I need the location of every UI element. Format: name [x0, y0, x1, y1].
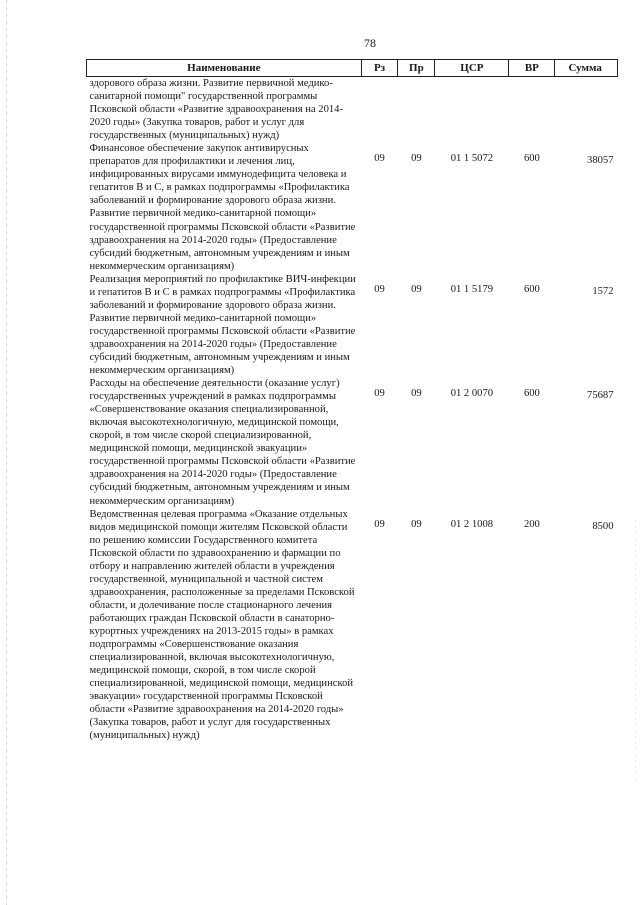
page-number: 78: [364, 36, 376, 50]
header-rz: Рз: [361, 60, 398, 77]
row-sum: 1572: [592, 285, 614, 297]
row-csr: 01 2 0070: [450, 388, 494, 400]
row-rz: 09: [374, 518, 385, 530]
scan-edge-artifact: [6, 0, 7, 905]
table-body: [87, 77, 618, 743]
row-vr: 600: [523, 388, 540, 400]
table-row: [87, 77, 618, 143]
row-pr: [398, 77, 435, 143]
row-rz: 09: [374, 153, 385, 165]
table-row: [87, 142, 618, 272]
row-sum: 38057: [587, 155, 614, 167]
row-rz: 09: [374, 388, 385, 400]
row-rz: [361, 77, 398, 143]
scan-edge-artifact-right: [635, 520, 636, 780]
row-pr: 09: [411, 518, 422, 530]
row-rz: 09: [374, 283, 385, 295]
row-name: Реализация мероприятий по профилактике ВИЧ-инфекции и гепатитов В и С в рамках подпрограммы «Профилактика заболеваний и формирование здорового образа жизни. Развитие первичной медико-санитарной помощи» государственной программы Псковской области «Развитие здравоохранения на 2014-2020 годы» (Предоставление субсидий бюджетным, автономным учреждениям и иным некоммерческим организациям): [89, 273, 356, 377]
row-pr: 09: [411, 388, 422, 400]
row-vr: 600: [523, 283, 540, 295]
row-csr: 01 2 1008: [450, 518, 494, 530]
row-name: Расходы на обеспечение деятельности (оказание услуг) государственных учреждений в рамках подпрограммы «Совершенствование оказания специализированной, включая высокотехнологичную, медицинской помощи, скорой, в том числе скорой специализированной, медицинской помощи, медицинской эвакуации» государственной программы Псковской области «Развитие здравоохранения на 2014-2020 годы» (Предоставление субсидий бюджетным, автономным учреждениям и иным некоммерческим организациям): [89, 378, 356, 507]
table-row: [87, 377, 618, 507]
row-name: Финансовое обеспечение закупок антивирусных препаратов для профилактики и лечения лиц, инфицированных вирусами иммунодефицита человека и гепатитов В и С, в рамках подпрограммы «Профилактика заболеваний и формирование здорового образа жизни. Развитие первичной медико-санитарной помощи» государственной программы Псковской области «Развитие здравоохранения на 2014-2020 годы» (Предоставление субсидий бюджетным, автономным учреждениям и иным некоммерческим организациям): [89, 143, 356, 272]
header-row: [87, 60, 618, 77]
row-sum: 8500: [592, 520, 614, 532]
header-pr: Пр: [398, 60, 435, 77]
row-pr: 09: [411, 153, 422, 165]
row-csr: 01 1 5072: [450, 153, 494, 165]
row-pr: 09: [411, 283, 422, 295]
row-name: Ведомственная целевая программа «Оказание отдельных видов медицинской помощи жителям Псковской области по решению комиссии Государственного комитета Псковской области по здравоохранению и фармации по отбору и направлению жителей области в учреждения государственной, муниципальной и частной систем здравоохранения, расположенные за пределами Псковской области, и долечивание после стационарного лечения работающих граждан Псковской области в санаторно-курортных учреждениях на 2013-2015 годы» в рамках подпрограммы «Совершенствование оказания специализированной, включая высокотехнологичную, медицинской помощи, скорой, в том числе скорой специализированной, медицинской помощи, медицинской эвакуации» государственной программы Псковской области «Развитие здравоохранения на 2014-2020 годы» (Закупка товаров, работ и услуг для государственных (муниципальных) нужд): [89, 508, 355, 742]
row-vr: 200: [523, 518, 540, 530]
header-name: Наименование: [87, 60, 362, 77]
row-vr: [509, 77, 555, 143]
header-vr: ВР: [509, 60, 555, 77]
header-sum: Сумма: [555, 60, 618, 77]
row-csr: [435, 77, 509, 143]
table-header: [87, 60, 618, 77]
row-name: здорового образа жизни. Развитие первичной медико-санитарной помощи" государственной программы Псковской области «Развитие здравоохранения на 2014-2020 годы» (Закупка товаров, работ и услуг для государственных (муниципальных) нужд): [89, 78, 343, 142]
table-row: [87, 508, 618, 743]
header-csr: ЦСР: [435, 60, 509, 77]
row-sum: 75687: [587, 390, 614, 402]
row-vr: 600: [523, 153, 540, 165]
budget-table: [86, 59, 618, 742]
row-sum: [555, 77, 618, 143]
row-csr: 01 1 5179: [450, 283, 494, 295]
table-row: [87, 273, 618, 377]
